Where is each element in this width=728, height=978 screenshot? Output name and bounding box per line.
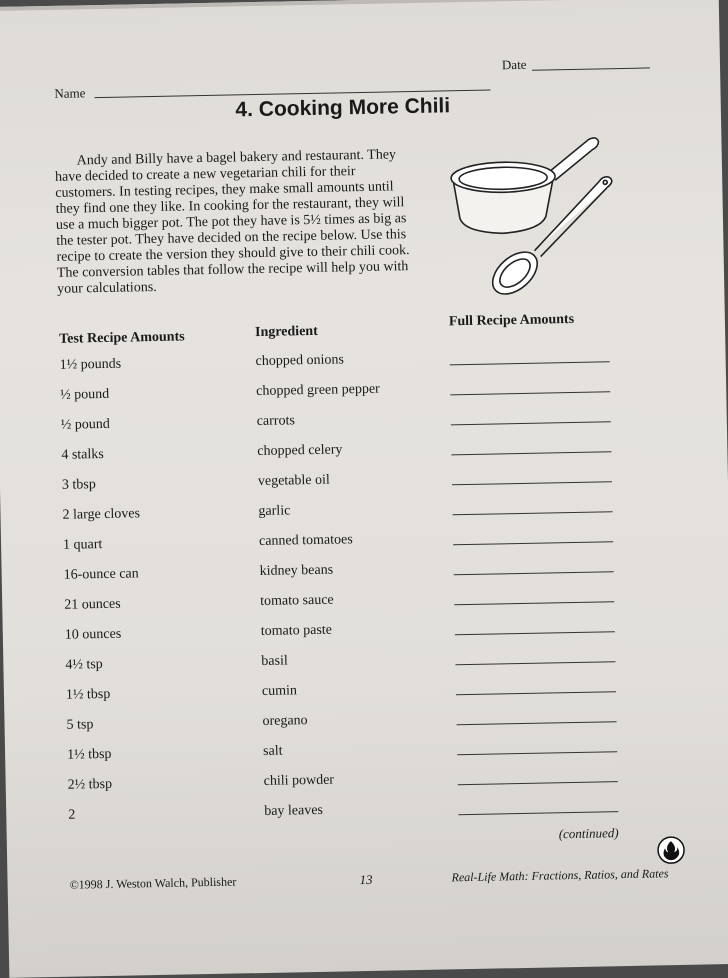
full-amount-blank[interactable]	[451, 421, 611, 425]
full-amount-blank[interactable]	[458, 781, 618, 785]
test-amount: 1 quart	[62, 537, 103, 553]
ingredient-name: carrots	[256, 413, 295, 430]
test-amount: 4 stalks	[61, 446, 104, 463]
full-amount-blank[interactable]	[455, 631, 615, 635]
ingredient-name: canned tomatoes	[258, 532, 353, 550]
test-amount: 1½ tbsp	[65, 686, 111, 703]
test-amount: 2 large cloves	[62, 506, 141, 523]
table-row	[2, 585, 728, 621]
full-amount-blank[interactable]	[451, 451, 611, 455]
test-amount: 2	[68, 807, 76, 823]
page-title: 4. Cooking More Chili	[235, 94, 451, 122]
ingredient-name: bay leaves	[264, 802, 324, 819]
table-row	[6, 765, 728, 801]
table-row	[0, 435, 728, 471]
ingredient-name: chopped onions	[255, 352, 345, 370]
full-amount-blank[interactable]	[450, 361, 610, 365]
ingredient-name: vegetable oil	[257, 472, 330, 490]
pot-and-spoon-illustration	[438, 125, 621, 298]
publisher-flame-logo-icon	[657, 836, 686, 865]
intro-paragraph: Andy and Billy have a bagel bakery and restaurant. They have decided to create a new vegetarian chili for their customers. In testing recipes, they make small amounts until they find one they like. In cooking for the restaurant, they will use a much bigger pot. The pot they have is 5½ times as big as the tester pot. They have decided on the recipe below. Use this recipe to create the version they should give to their chili cook. The conversion tables that follow the recipe will help you with your calculations.	[54, 147, 410, 297]
ingredient-name: salt	[262, 743, 283, 759]
ingredient-name: cumin	[261, 683, 298, 699]
full-amount-blank[interactable]	[454, 571, 614, 575]
full-amount-blank[interactable]	[456, 691, 616, 695]
test-amount: 2½ tbsp	[67, 776, 113, 793]
table-row	[4, 675, 728, 711]
full-amount-blank[interactable]	[450, 391, 610, 395]
continued-note: (continued)	[558, 825, 619, 842]
full-amount-blank[interactable]	[455, 661, 615, 665]
column-header-test-amounts: Test Recipe Amounts	[59, 329, 185, 347]
test-amount: 10 ounces	[64, 626, 122, 643]
ingredient-name: oregano	[262, 713, 308, 729]
test-amount: 4½ tsp	[65, 657, 103, 673]
table-row	[0, 465, 728, 501]
ingredient-name: garlic	[258, 503, 291, 520]
full-amount-blank[interactable]	[457, 721, 617, 725]
copyright: ©1998 J. Weston Walch, Publisher	[69, 874, 237, 892]
table-row	[4, 705, 728, 741]
column-header-ingredient: Ingredient	[254, 323, 318, 341]
full-amount-blank[interactable]	[458, 811, 618, 815]
full-amount-blank[interactable]	[457, 751, 617, 755]
test-amount: 21 ounces	[64, 596, 121, 613]
table-row	[2, 555, 728, 591]
test-amount: 3 tbsp	[61, 477, 96, 493]
table-row	[0, 345, 726, 381]
date-field[interactable]	[532, 67, 650, 70]
test-amount: ½ pound	[60, 386, 110, 403]
table-row	[0, 405, 727, 441]
test-amount: 5 tsp	[66, 717, 94, 733]
ingredient-name: chopped celery	[257, 442, 343, 460]
table-row	[3, 615, 728, 651]
book-title: Real-Life Math: Fractions, Ratios, and Rates	[451, 866, 669, 885]
name-label: Name	[54, 85, 86, 101]
ingredient-name: chopped green pepper	[256, 381, 380, 400]
ingredient-name: basil	[261, 653, 288, 670]
ingredient-name: chili powder	[263, 772, 335, 789]
table-row	[3, 645, 728, 681]
ingredient-name: tomato paste	[260, 622, 333, 640]
table-row	[0, 495, 728, 531]
table-row	[5, 735, 728, 771]
full-amount-blank[interactable]	[454, 601, 614, 605]
date-label: Date	[501, 56, 527, 73]
full-amount-blank[interactable]	[453, 541, 613, 545]
full-amount-blank[interactable]	[453, 511, 613, 515]
test-amount: 1½ pounds	[59, 356, 122, 373]
test-amount: 16-ounce can	[63, 566, 139, 583]
ingredient-name: tomato sauce	[260, 592, 334, 610]
test-amount: ½ pound	[60, 416, 110, 433]
test-amount: 1½ tbsp	[66, 746, 112, 763]
page-edge	[0, 0, 719, 11]
table-row	[0, 375, 726, 411]
full-amount-blank[interactable]	[452, 481, 612, 485]
ingredient-name: kidney beans	[259, 562, 334, 580]
column-header-full-amounts: Full Recipe Amounts	[448, 311, 575, 330]
page-number: 13	[359, 871, 373, 888]
table-row	[1, 525, 728, 561]
table-row	[6, 795, 728, 831]
